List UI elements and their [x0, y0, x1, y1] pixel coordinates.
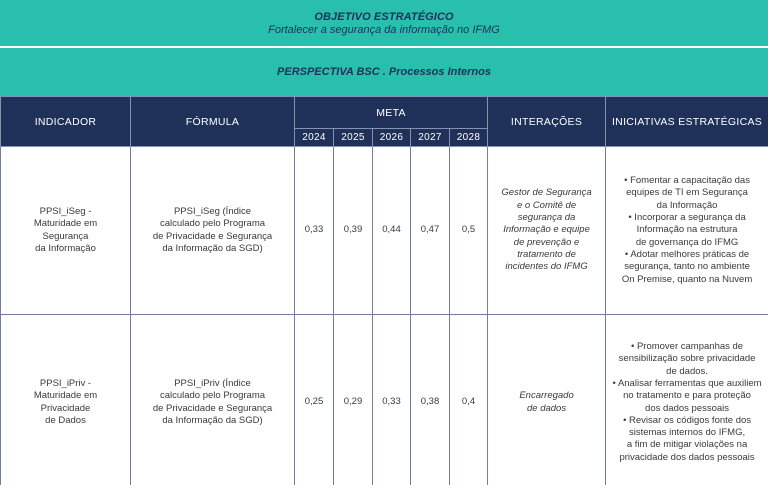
target-2024: 0,25: [295, 315, 334, 485]
objective-title: OBJETIVO ESTRATÉGICO: [314, 11, 454, 23]
indicators-table: [0, 96, 768, 485]
perspective-banner: [0, 48, 768, 96]
table-row: [1, 315, 768, 485]
interactions-cell: Gestor de Segurança e o Comitê de segurança da Informação e equipe de prevenção e tratamento de incidentes do IFMG: [488, 147, 606, 315]
header-year-2026: 2026: [373, 129, 411, 147]
target-2027: 0,38: [411, 315, 450, 485]
header-formula: FÓRMULA: [131, 97, 295, 147]
target-2025: 0,29: [334, 315, 373, 485]
header-year-2024: 2024: [295, 129, 334, 147]
indicator-cell: PPSI_iPriv - Maturidade em Privacidade de Dados: [1, 315, 131, 485]
formula-cell: PPSI_iSeg (Índice calculado pelo Programa de Privacidade e Segurança da Informação da SGD): [131, 147, 295, 315]
header-year-2027: 2027: [411, 129, 450, 147]
target-2026: 0,33: [373, 315, 411, 485]
target-2024: 0,33: [295, 147, 334, 315]
target-2026: 0,44: [373, 147, 411, 315]
indicator-cell: PPSI_iSeg - Maturidade em Segurança da Informação: [1, 147, 131, 315]
interactions-cell: Encarregado de dados: [488, 315, 606, 485]
objective-subtitle: Fortalecer a segurança da informação no IFMG: [268, 24, 500, 36]
initiatives-cell: • Fomentar a capacitação das equipes de TI em Segurança da Informação • Incorporar a segurança da Informação na estrutura de governança do IFMG • Adotar melhores práticas de segurança, tanto no ambiente On Premise, quanto na Nuvem: [606, 147, 768, 315]
target-2028: 0,4: [450, 315, 488, 485]
header-year-2028: 2028: [450, 129, 488, 147]
perspective-title: PERSPECTIVA BSC . Processos Internos: [277, 66, 491, 78]
objective-banner: [0, 0, 768, 46]
header-meta: META: [295, 97, 488, 129]
initiatives-cell: • Promover campanhas de sensibilização sobre privacidade de dados. • Analisar ferramentas que auxiliem no tratamento e para proteção dos dados pessoais • Revisar os códigos fonte dos sistemas internos do IFMG, a fim de mitigar violações na privacidade dos dados pessoais: [606, 315, 768, 485]
table-row: [1, 147, 768, 315]
formula-cell: PPSI_iPriv (Índice calculado pelo Programa de Privacidade e Segurança da Informação da SGD): [131, 315, 295, 485]
header-indicator: INDICADOR: [1, 97, 131, 147]
target-2025: 0,39: [334, 147, 373, 315]
header-interactions: INTERAÇÕES: [488, 97, 606, 147]
target-2027: 0,47: [411, 147, 450, 315]
target-2028: 0,5: [450, 147, 488, 315]
header-year-2025: 2025: [334, 129, 373, 147]
header-initiatives: INICIATIVAS ESTRATÉGICAS: [606, 97, 768, 147]
